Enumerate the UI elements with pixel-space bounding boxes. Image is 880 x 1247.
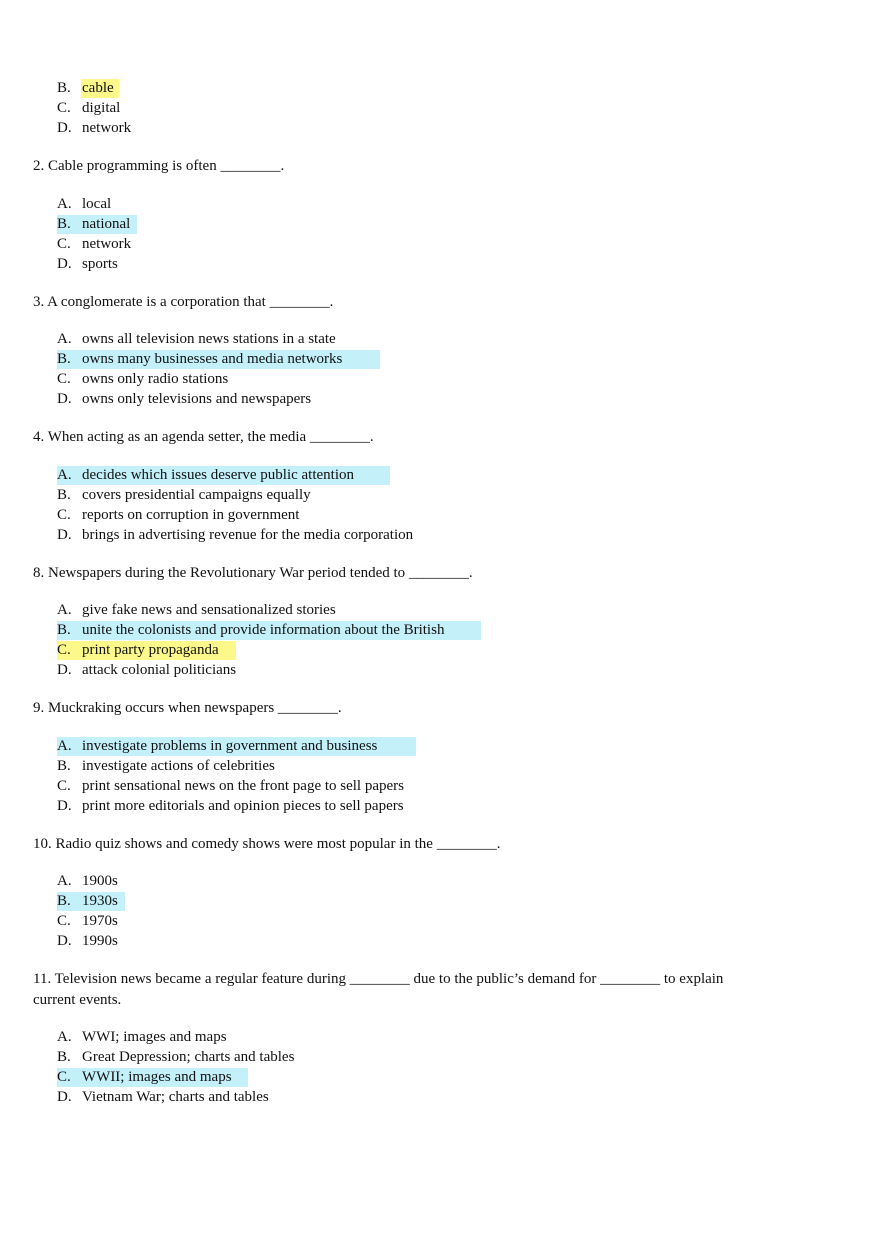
answer-option: [33, 931, 853, 951]
option-letter: A.: [57, 195, 72, 212]
question-block: [33, 563, 853, 681]
answer-option: [33, 1067, 853, 1087]
answer-option: [33, 389, 853, 409]
option-text: digital: [82, 100, 121, 116]
option-letter: C.: [57, 642, 71, 658]
option-letter: D.: [57, 1089, 72, 1105]
option-text: owns only radio stations: [82, 371, 229, 387]
option-text: unite the colonists and provide information about the British: [82, 622, 445, 638]
option-letter: A.: [57, 602, 72, 618]
option-letter: D.: [57, 120, 72, 136]
answer-option: [33, 369, 853, 389]
answer-option: [33, 1027, 853, 1047]
question-block: [33, 698, 853, 816]
option-text: Vietnam War; charts and tables: [82, 1089, 269, 1105]
document-page: [33, 78, 853, 1107]
option-letter: B.: [57, 893, 71, 909]
answer-option: [33, 1047, 853, 1067]
option-text: Great Depression; charts and tables: [82, 1049, 295, 1065]
option-text: 1970s: [82, 913, 118, 929]
answer-option: [33, 640, 853, 660]
option-text: 1990s: [82, 933, 118, 949]
answer-option: [33, 505, 853, 525]
option-letter: A.: [57, 1029, 72, 1045]
options-list: [33, 194, 853, 274]
answer-option: [33, 465, 853, 485]
option-letter: B.: [57, 1049, 71, 1065]
option-letter: A.: [57, 873, 72, 889]
answer-option: [33, 118, 853, 138]
option-text: brings in advertising revenue for the media corporation: [82, 526, 414, 543]
answer-option: [33, 525, 853, 545]
answer-option: [33, 756, 853, 776]
option-text: attack colonial politicians: [82, 662, 237, 678]
question-text: 8. Newspapers during the Revolutionary War period tended to ________.: [33, 564, 473, 581]
answer-option: [33, 796, 853, 816]
question-block: [33, 427, 853, 545]
question-text: 10. Radio quiz shows and comedy shows were most popular in the ________.: [33, 835, 501, 852]
option-letter: A.: [57, 466, 72, 483]
option-text: owns many businesses and media networks: [82, 351, 343, 367]
option-letter: B.: [57, 622, 71, 638]
question-text: 3. A conglomerate is a corporation that ________.: [33, 293, 334, 310]
option-letter: B.: [57, 80, 71, 96]
option-letter: D.: [57, 526, 72, 543]
option-text: print more editorials and opinion pieces to sell papers: [82, 797, 404, 814]
option-text: investigate actions of celebrities: [82, 757, 275, 774]
option-text: reports on corruption in government: [82, 506, 300, 523]
question-block: [33, 969, 853, 1107]
option-letter: D.: [57, 391, 72, 407]
option-text: covers presidential campaigns equally: [82, 486, 311, 503]
options-list: [33, 600, 853, 680]
question-text: 4. When acting as an agenda setter, the media ________.: [33, 429, 374, 445]
option-letter: B.: [57, 351, 71, 367]
option-letter: B.: [57, 486, 71, 503]
option-letter: B.: [57, 757, 71, 774]
option-letter: C.: [57, 777, 71, 794]
option-text: 1900s: [82, 873, 118, 889]
option-text: decides which issues deserve public attention: [82, 466, 355, 483]
answer-option: [33, 329, 853, 349]
options-list: [33, 871, 853, 951]
option-letter: C.: [57, 100, 71, 116]
option-letter: B.: [57, 215, 71, 232]
question-text: 2. Cable programming is often ________.: [33, 158, 285, 174]
partial-question-options: [33, 78, 853, 138]
question-block: [33, 834, 853, 952]
answer-option: [33, 254, 853, 274]
option-letter: D.: [57, 255, 72, 272]
option-letter: A.: [57, 737, 72, 754]
options-list: [33, 329, 853, 409]
option-text: local: [82, 195, 112, 212]
answer-option: [33, 871, 853, 891]
answer-option: [33, 660, 853, 680]
option-letter: C.: [57, 913, 71, 929]
option-text: network: [82, 235, 132, 252]
option-text: network: [82, 120, 132, 136]
question-text: 11. Television news became a regular feature during ________ due to the public’s demand for ________ to explain current events.: [33, 971, 724, 1008]
options-list: [33, 736, 853, 816]
answer-option: [33, 891, 853, 911]
answer-option: [33, 736, 853, 756]
option-letter: C.: [57, 1069, 71, 1085]
answer-option: [33, 234, 853, 254]
option-letter: D.: [57, 662, 72, 678]
option-text: WWI; images and maps: [82, 1029, 227, 1045]
question-block: [33, 156, 853, 274]
option-text: 1930s: [82, 893, 118, 909]
option-text: owns only televisions and newspapers: [82, 391, 312, 407]
option-letter: C.: [57, 371, 71, 387]
answer-option: [33, 214, 853, 234]
answer-option: [33, 78, 853, 98]
answer-option: [33, 600, 853, 620]
option-text: sports: [82, 255, 118, 272]
answer-option: [33, 485, 853, 505]
option-text: national: [82, 215, 131, 232]
question-text: 9. Muckraking occurs when newspapers ________.: [33, 700, 342, 716]
options-list: [33, 465, 853, 545]
option-letter: C.: [57, 235, 71, 252]
question-block: [33, 292, 853, 410]
answer-option: [33, 776, 853, 796]
option-letter: A.: [57, 331, 72, 347]
option-letter: D.: [57, 933, 72, 949]
option-text: print party propaganda: [82, 642, 219, 658]
answer-option: [33, 194, 853, 214]
answer-option: [33, 620, 853, 640]
option-text: owns all television news stations in a state: [82, 331, 336, 347]
answer-option: [33, 1087, 853, 1107]
option-letter: C.: [57, 506, 71, 523]
option-letter: D.: [57, 797, 72, 814]
option-text: print sensational news on the front page to sell papers: [82, 777, 405, 794]
answer-option: [33, 911, 853, 931]
answer-option: [33, 349, 853, 369]
option-text: give fake news and sensationalized stories: [82, 602, 336, 618]
options-list: [33, 1027, 853, 1107]
option-text: investigate problems in government and business: [82, 737, 378, 754]
option-text: WWII; images and maps: [82, 1069, 232, 1085]
answer-option: [33, 98, 853, 118]
option-text: cable: [82, 80, 114, 96]
